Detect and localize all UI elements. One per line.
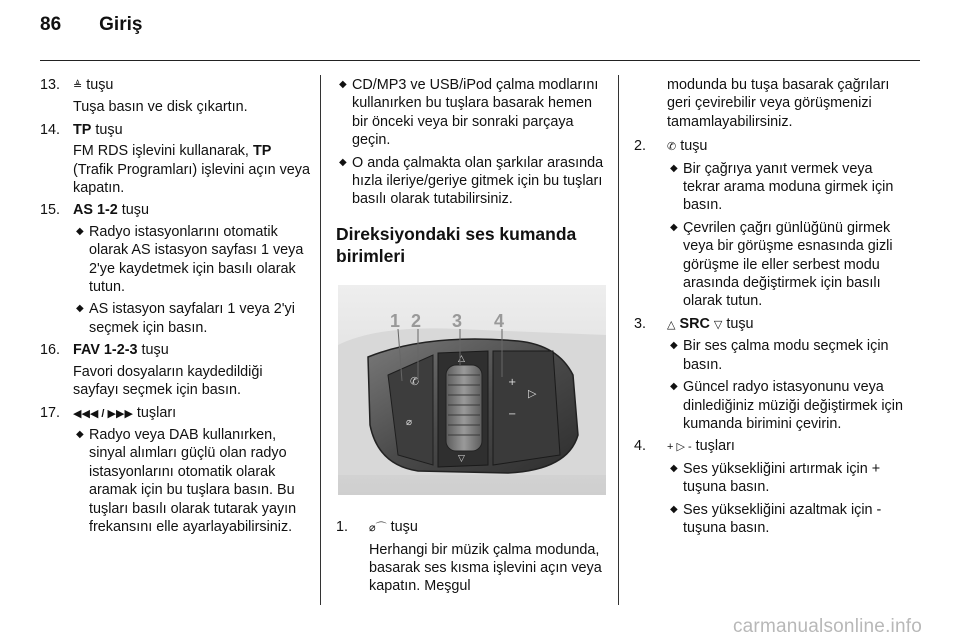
bullet: ◆ Radyo veya DAB kullanırken, sinyal alımları güçlü olan radyo istasyonlarını otomatik olarak aramak için bu tuşlara basın. Bu tuşları basılı olarak tutarak yayın frekansını elle ayarlayabilirsiniz. — [76, 426, 297, 535]
list-item-17: 17. ◀◀◀ / ▶▶▶ tuşları — [40, 404, 177, 421]
list-item-1: 1. ⌀⌒ tuşu — [336, 519, 418, 536]
bullet: ◆ O anda çalmakta olan şarkılar arasında hızla ileriye/geriye gitmek için bu tuşları basılı olarak tutabilirsiniz. — [339, 154, 604, 208]
item-14-desc: FM RDS işlevini kullanarak, TP (Trafik Programları) işlevini açın veya kapatın. — [73, 143, 310, 197]
bullet: ◆ Güncel radyo istasyonunu veya dinlediğiniz müziği değiştirmek için kumanda birimini çevirin. — [670, 379, 903, 432]
up-arrow-icon: △ — [667, 318, 676, 331]
column-divider-2 — [618, 75, 619, 605]
svg-text:▽: ▽ — [458, 453, 465, 464]
item-13-desc: Tuşa basın ve disk çıkartın. — [73, 99, 248, 116]
list-item-4: 4. + ▷ - tuşları — [634, 438, 735, 455]
column-divider-1 — [320, 75, 321, 605]
svg-text:△: △ — [458, 353, 465, 364]
page-title: Giriş — [99, 14, 143, 35]
seek-icons: ◀◀◀ / ▶▶▶ — [73, 407, 133, 420]
bullet: ◆ Çevrilen çağrı günlüğünü girmek veya bir görüşme esnasında gizli görüşme ile eller serbest modu arasında değiştirmek için basılı olarak tutun. — [670, 219, 893, 310]
list-item-2: 2. ✆ tuşu — [634, 138, 708, 155]
bullet: ◆ Bir ses çalma modu seçmek için basın. — [670, 338, 889, 373]
eject-icon: ≜ — [73, 80, 83, 92]
list-item-13: 13. ≜ tuşu — [40, 77, 114, 93]
mute-end-call-icon: ⌀⌒ — [369, 522, 387, 535]
bullet: ◆ Radyo istasyonlarını otomatik olarak AS istasyon sayfası 1 veya 2'ye kaydetmek için basılı olarak tutun. — [76, 223, 304, 296]
steering-wheel-controls-photo — [338, 285, 606, 495]
item-16-desc: Favori dosyaların kaydedildiği sayfayı seçmek için basın. — [73, 363, 263, 399]
list-item-16: 16. FAV 1-2-3 tuşu — [40, 342, 169, 359]
bullet: ◆ Ses yüksekliğini azaltmak için - tuşuna basın. — [670, 501, 882, 536]
page-header — [40, 14, 142, 54]
down-arrow-icon: ▽ — [713, 318, 723, 331]
svg-text:✆: ✆ — [410, 374, 420, 388]
column-2 — [336, 76, 606, 600]
volume-icon: + ▷ - — [667, 441, 692, 454]
svg-text:⌀: ⌀ — [406, 416, 413, 428]
bullet: ◆ CD/MP3 ve USB/iPod çalma modlarını kullanırken bu tuşlara basarak hemen bir önceki veya bir sonraki parçaya geçin. — [339, 77, 599, 149]
list-item-3: 3. △ SRC ▽ tuşu — [634, 315, 754, 332]
bullet: ◆ AS istasyon sayfaları 1 veya 2'yi seçmek için basın. — [76, 301, 295, 336]
section-title: Direksiyondaki ses kumanda birimleri — [336, 223, 577, 266]
svg-text:+: + — [508, 376, 517, 388]
list-item-15: 15. AS 1-2 tuşu — [40, 202, 149, 219]
item-1-desc: Herhangi bir müzik çalma modunda, basarak ses kısma işlevini açın veya kapatın. Meşgul — [369, 541, 602, 595]
callout-2: 2 — [411, 310, 422, 331]
bullet: ◆ Ses yüksekliğini artırmak için + tuşuna basın. — [670, 460, 881, 496]
svg-text:−: − — [508, 408, 517, 420]
header-rule — [40, 60, 920, 61]
continued-text: modunda bu tuşa basarak çağrıları geri çevirebilir veya görüşmenizi tamamlayabilirsiniz. — [667, 77, 890, 130]
watermark: carmanualsonline.info — [732, 616, 922, 637]
phone-icon: ✆ — [667, 141, 677, 154]
bullet: ◆ Bir çağrıya yanıt vermek veya tekrar arama moduna girmek için basın. — [670, 160, 894, 214]
column-1 — [40, 76, 312, 540]
svg-text:▷: ▷ — [528, 386, 537, 400]
callout-3: 3 — [452, 310, 463, 331]
list-item-14: 14. TP tuşu — [40, 121, 123, 138]
page-number: 86 — [40, 14, 62, 35]
callout-4: 4 — [494, 310, 505, 331]
callout-1: 1 — [390, 310, 401, 331]
column-3 — [634, 76, 910, 541]
